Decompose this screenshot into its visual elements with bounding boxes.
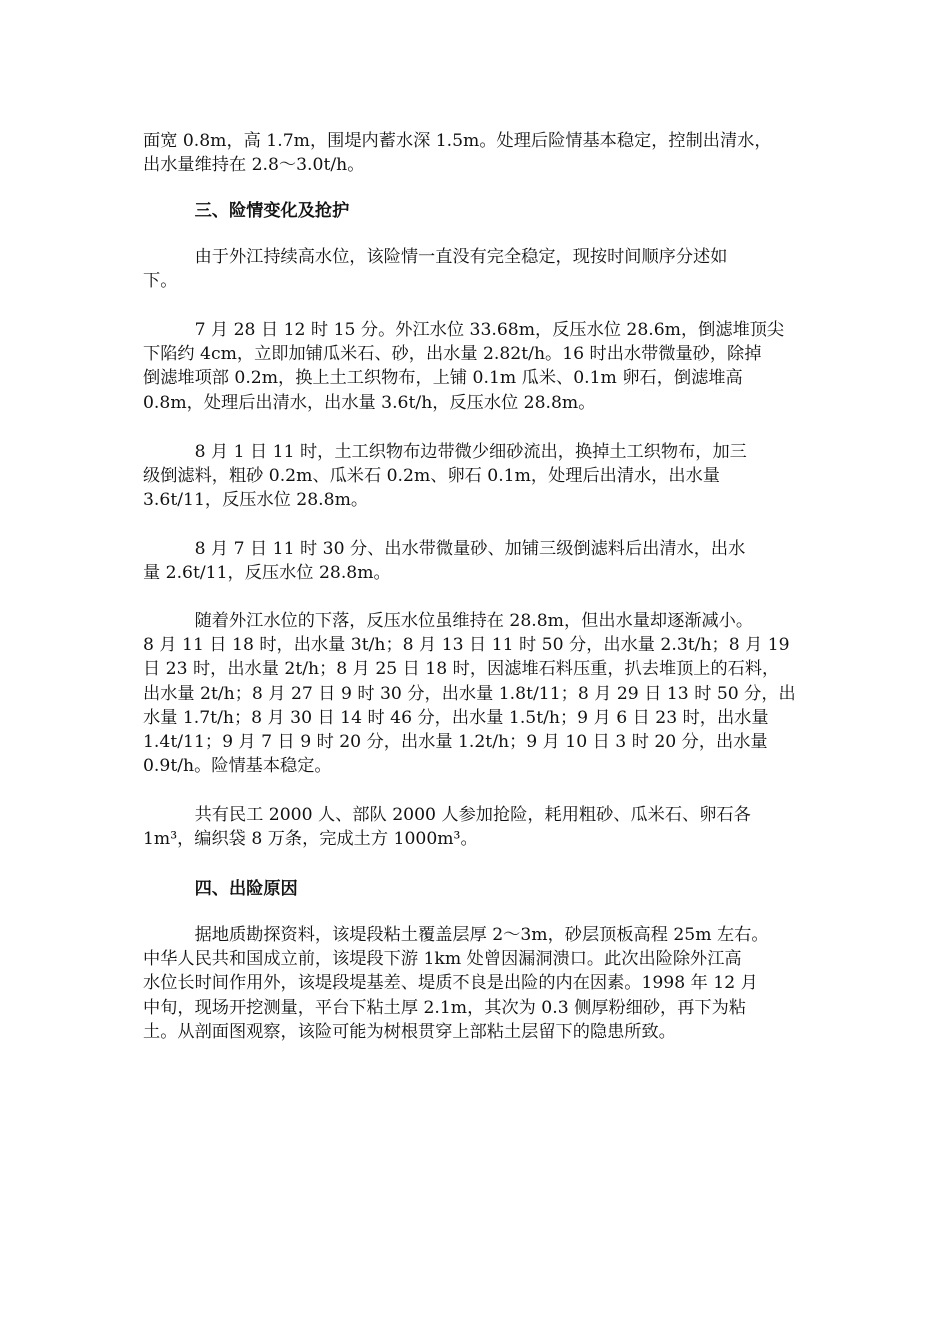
paragraph-2: 7 月 28 日 12 时 15 分。外江水位 33.68m，反压水位 28.6m，倒滤堆顶尖 下陷约 4cm，立即加铺瓜米石、砂，出水量 2.82t/h。16 时出水带微量砂，除掉 倒滤堆项部 0.2m，换上土工织物布，上铺 0.1m 瓜米、0.1m 卵石，倒滤堆高 0.8m，处理后出清水，出水量 3.6t/h，反压水位 28.8m。 (143, 320, 785, 413)
paragraph-6: 共有民工 2000 人、部队 2000 人参加抢险，耗用粗砂、瓜米石、卵石各 1m³，编织袋 8 万条，完成土方 1000m³。 (143, 805, 751, 850)
section-four-heading: 四、出险原因 (143, 879, 298, 899)
paragraph-4: 8 月 7 日 11 时 30 分、出水带微量砂、加铺三级倒滤料后出清水，出水 量 2.6t/11，反压水位 28.8m。 (143, 539, 746, 584)
section-three-heading: 三、险情变化及抢护 (143, 201, 350, 221)
intro-paragraph: 面宽 0.8m，高 1.7m，围堤内蓄水深 1.5m。处理后险情基本稳定，控制出清水， 出水量维持在 2.8～3.0t/h。 (143, 131, 772, 176)
paragraph-3: 8 月 1 日 11 时，土工织物布边带微少细砂流出，换掉土工织物布，加三 级倒滤料，粗砂 0.2m、瓜米石 0.2m、卵石 0.1m，处理后出清水，出水量 3.6t/11，反压水位 28.8m。 (143, 442, 747, 511)
paragraph-5: 随着外江水位的下落，反压水位虽维持在 28.8m，但出水量却逐渐减小。 8 月 11 日 18 时，出水量 3t/h；8 月 13 日 11 时 50 分，出水量 2.3t/h；8 月 19 日 23 时，出水量 2t/h；8 月 25 日 18 时，因滤堆石料压重，扒去堆顶上的石料， 出水量 2t/h；8 月 27 日 9 时 30 分，出水量 1.8t/11；8 月 29 日 13 时 50 分，出 水量 1.7t/h；8 月 30 日 14 时 46 分，出水量 1.5t/h；9 月 6 日 23 时，出水量 1.4t/11；9 月 7 日 9 时 20 分，出水量 1.2t/h；9 月 10 日 3 时 20 分，出水量 0.9t/h。险情基本稳定。 (143, 611, 796, 777)
paragraph-1: 由于外江持续高水位，该险情一直没有完全稳定，现按时间顺序分述如 下。 (143, 247, 728, 292)
paragraph-7: 据地质勘探资料，该堤段粘土覆盖层厚 2～3m，砂层顶板高程 25m 左右。 中华人民共和国成立前，该堤段下游 1km 处曾因漏洞溃口。此次出险除外江高 水位长时间作用外，该堤段堤基差、堤质不良是出险的内在因素。1998 年 12 月 中旬，现场开挖测量，平台下粘土厚 2.1m，其次为 0.3 侧厚粉细砂，再下为粘 土。从剖面图观察，该险可能为树根贯穿上部粘土层留下的隐患所致。 (143, 925, 769, 1042)
